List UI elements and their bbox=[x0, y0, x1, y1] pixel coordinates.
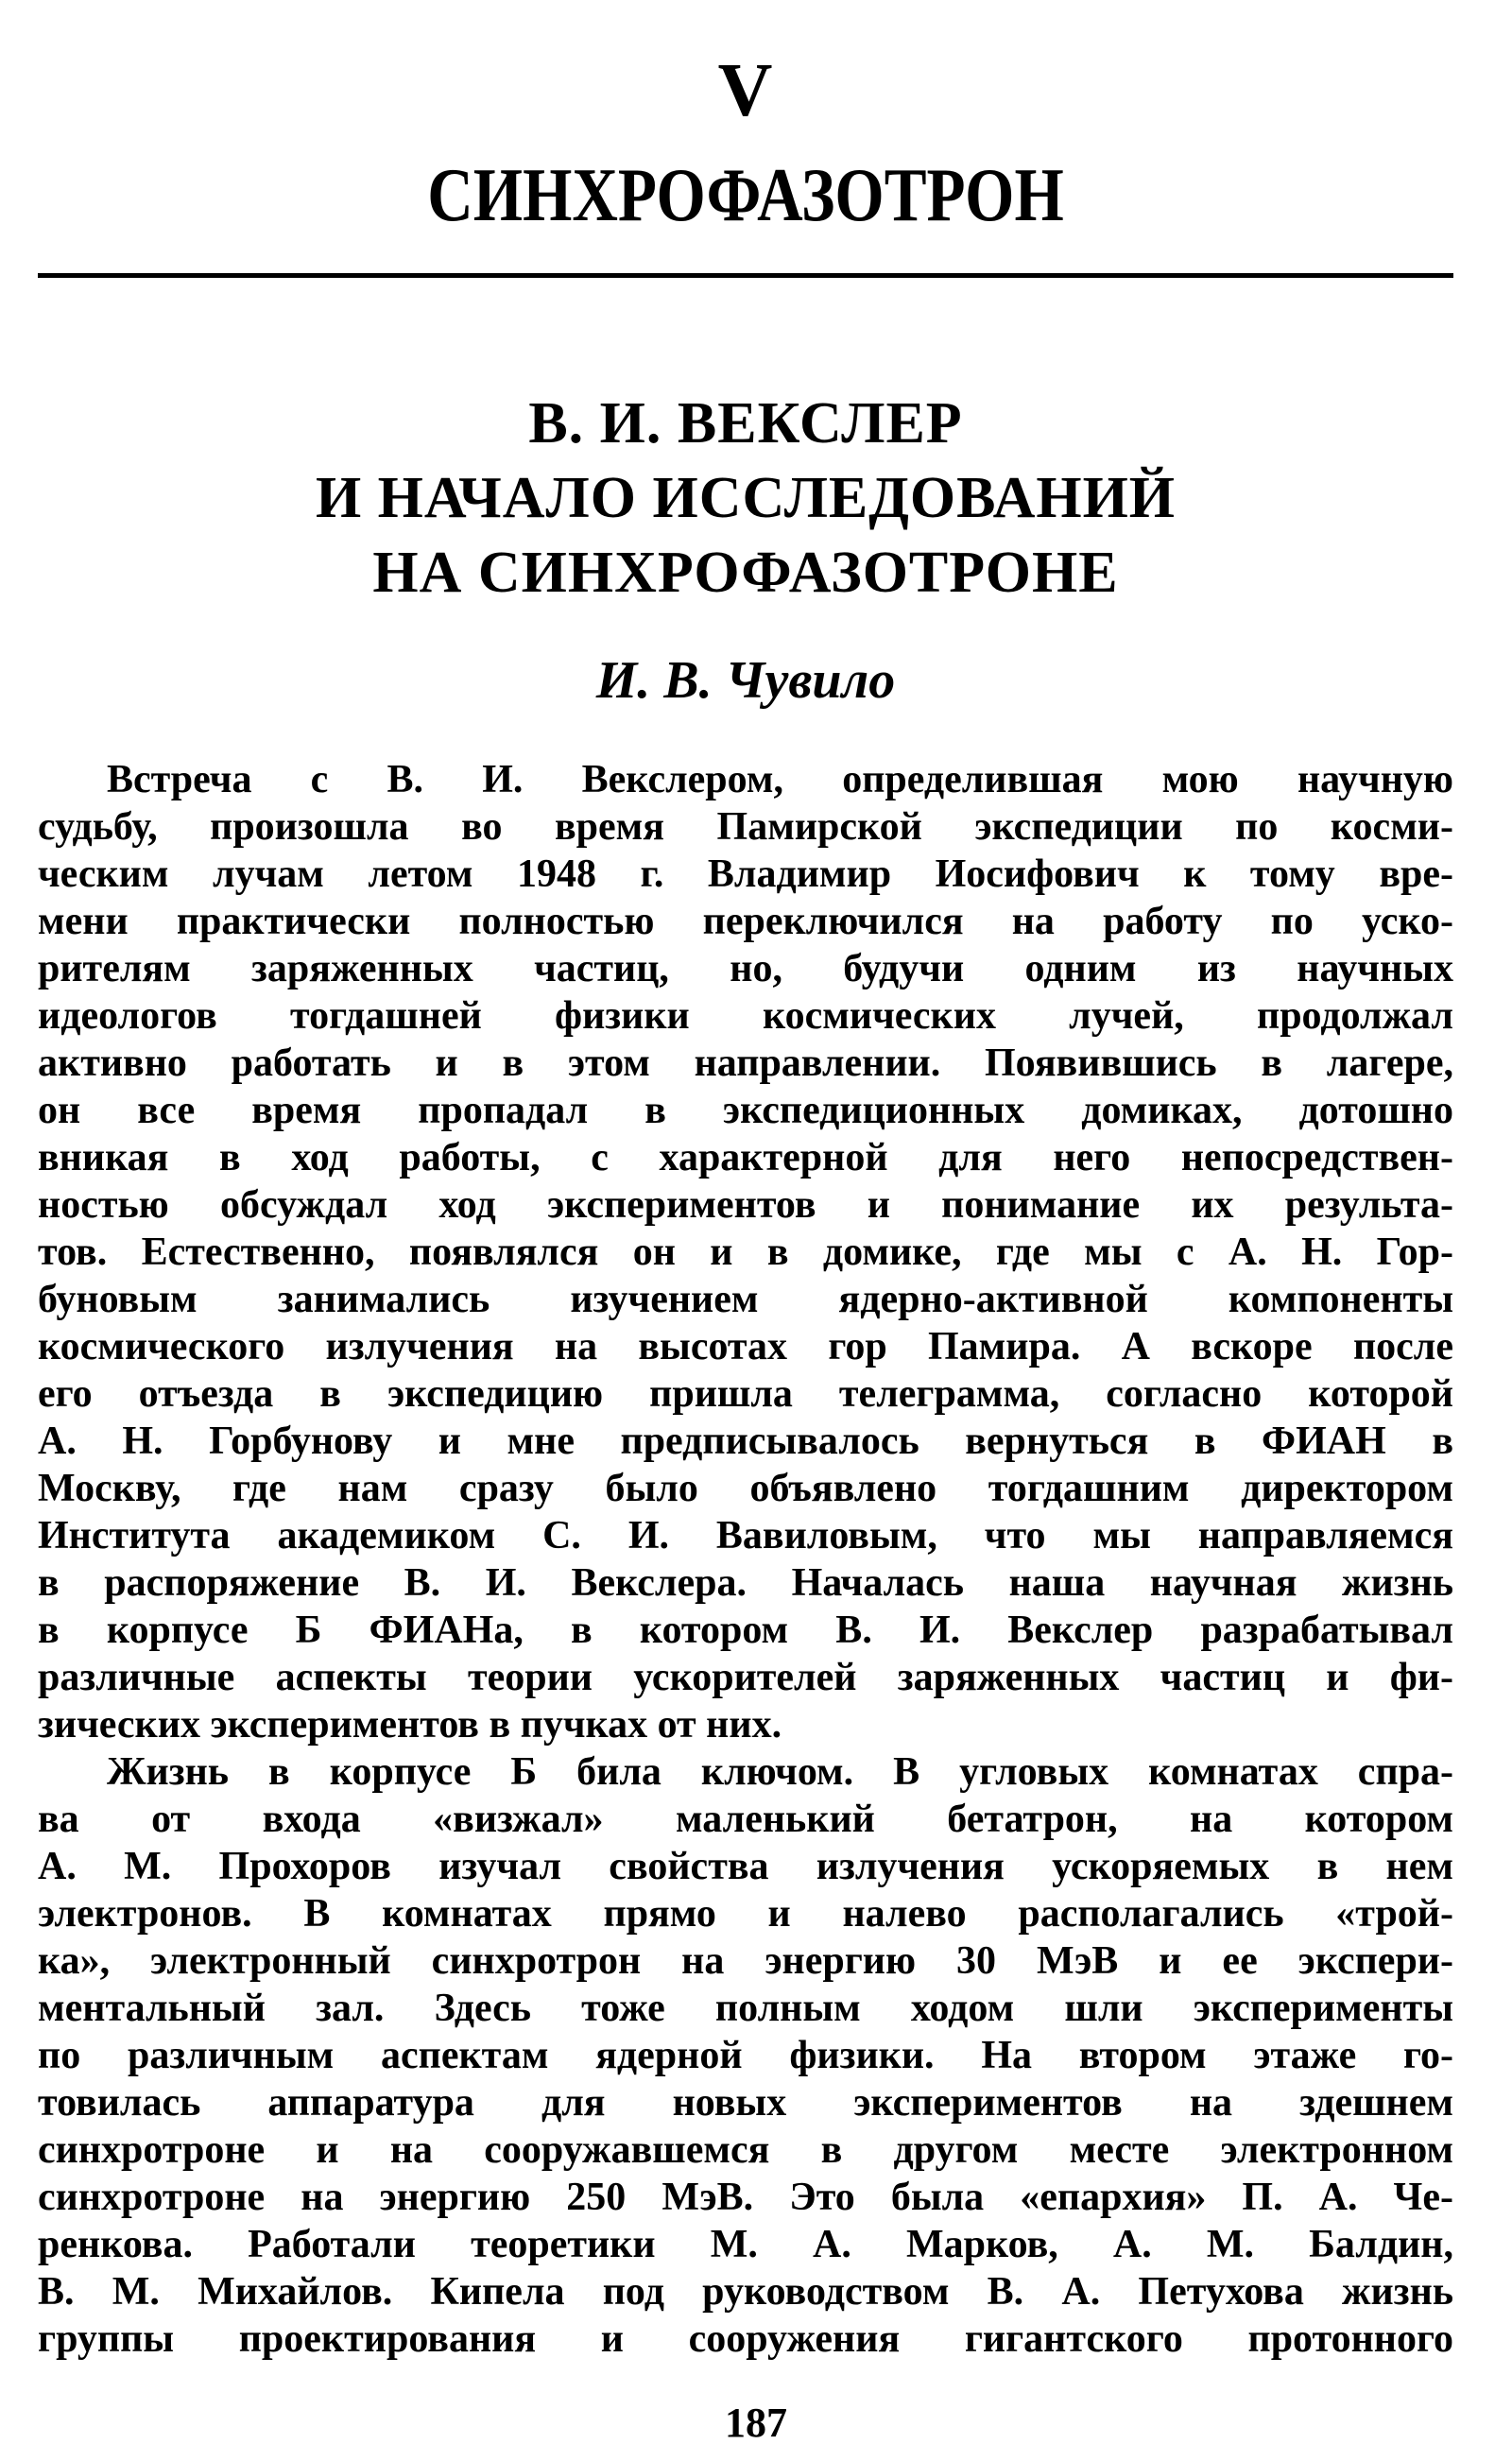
article-title-line: И НАЧАЛО ИССЛЕДОВАНИЙ bbox=[315, 466, 1177, 530]
body-line: синхротроне на энергию 250 МэВ. Это была «епархия» П. А. Че- bbox=[38, 2176, 1453, 2219]
body-line: различные аспекты теории ускорителей заряженных частиц и фи- bbox=[38, 1656, 1453, 1699]
body-line: ва от входа «визжал» маленький бетатрон, на котором bbox=[38, 1798, 1453, 1841]
body-line: ческим лучам летом 1948 г. Владимир Иосифович к тому вре- bbox=[38, 852, 1453, 896]
body-line: электронов. В комнатах прямо и налево располагались «трой- bbox=[38, 1892, 1453, 1936]
body-line: идеологов тогдашней физики космических лучей, продолжал bbox=[38, 994, 1453, 1038]
article-author: И. В. Чувило bbox=[595, 651, 896, 710]
body-line: в корпусе Б ФИАНа, в котором В. И. Векслер разрабатывал bbox=[38, 1609, 1453, 1652]
body-line: вникая в ход работы, с характерной для него непосредствен- bbox=[38, 1136, 1453, 1179]
body-line: рителям заряженных частиц, но, будучи одним из научных bbox=[38, 947, 1453, 990]
body-line: Института академиком С. И. Вавиловым, что мы направляемся bbox=[38, 1514, 1453, 1557]
body-line: в распоряжение В. И. Векслера. Началась наша научная жизнь bbox=[38, 1561, 1453, 1605]
article-title-line: НА СИНХРОФАЗОТРОНЕ bbox=[372, 541, 1119, 605]
body-line: по различным аспектам ядерной физики. На втором этаже го- bbox=[38, 2034, 1453, 2077]
article-title bbox=[38, 387, 1453, 611]
body-line: синхротроне и на сооружавшемся в другом месте электронном bbox=[38, 2128, 1453, 2172]
body-line: его отъезда в экспедицию пришла телеграмма, согласно которой bbox=[38, 1372, 1453, 1416]
body-line: Жизнь в корпусе Б била ключом. В угловых комнатах спра- bbox=[107, 1750, 1453, 1794]
section-rule bbox=[38, 273, 1453, 278]
body-line: он все время пропадал в экспедиционных домиках, дотошно bbox=[38, 1089, 1453, 1132]
body-line: А. Н. Горбунову и мне предписывалось вернуться в ФИАН в bbox=[38, 1420, 1453, 1463]
body-line: ка», электронный синхротрон на энергию 30 МэВ и ее экспери- bbox=[38, 1939, 1453, 1983]
body-line: активно работать и в этом направлении. Появившись в лагере, bbox=[38, 1041, 1453, 1085]
body-line: мени практически полностью переключился на работу по уско- bbox=[38, 900, 1453, 943]
body-text bbox=[38, 756, 1453, 2363]
article-title-line: В. И. ВЕКСЛЕР bbox=[528, 391, 963, 456]
body-line: А. М. Прохоров изучал свойства излучения ускоряемых в нем bbox=[38, 1845, 1453, 1888]
body-line: Москву, где нам сразу было объявлено тогдашним директором bbox=[38, 1467, 1453, 1510]
page-number: 187 bbox=[725, 2400, 787, 2446]
body-line: товилась аппаратура для новых экспериментов на здешнем bbox=[38, 2081, 1453, 2125]
chapter-title: СИНХРОФАЗОТРОН bbox=[427, 154, 1064, 237]
body-line: буновым занимались изучением ядерно-активной компоненты bbox=[38, 1278, 1453, 1321]
chapter-number: V bbox=[717, 49, 774, 132]
body-line: В. М. Михайлов. Кипела под руководством В. А. Петухова жизнь bbox=[38, 2270, 1453, 2314]
body-line: судьбу, произошла во время Памирской экспедиции по косми- bbox=[38, 805, 1453, 849]
body-line: ностью обсуждал ход экспериментов и понимание их результа- bbox=[38, 1183, 1453, 1227]
body-line: ментальный зал. Здесь тоже полным ходом шли эксперименты bbox=[38, 1987, 1453, 2030]
body-line: Встреча с В. И. Векслером, определившая мою научную bbox=[107, 758, 1453, 801]
body-line: ренкова. Работали теоретики М. А. Марков, А. М. Балдин, bbox=[38, 2223, 1453, 2266]
body-line: космического излучения на высотах гор Памира. А вскоре после bbox=[38, 1325, 1453, 1368]
body-line: зических экспериментов в пучках от них. bbox=[38, 1703, 782, 1747]
body-line: группы проектирования и сооружения гигантского протонного bbox=[38, 2317, 1453, 2361]
body-line: тов. Естественно, появлялся он и в домике, где мы с А. Н. Гор- bbox=[38, 1230, 1453, 1274]
